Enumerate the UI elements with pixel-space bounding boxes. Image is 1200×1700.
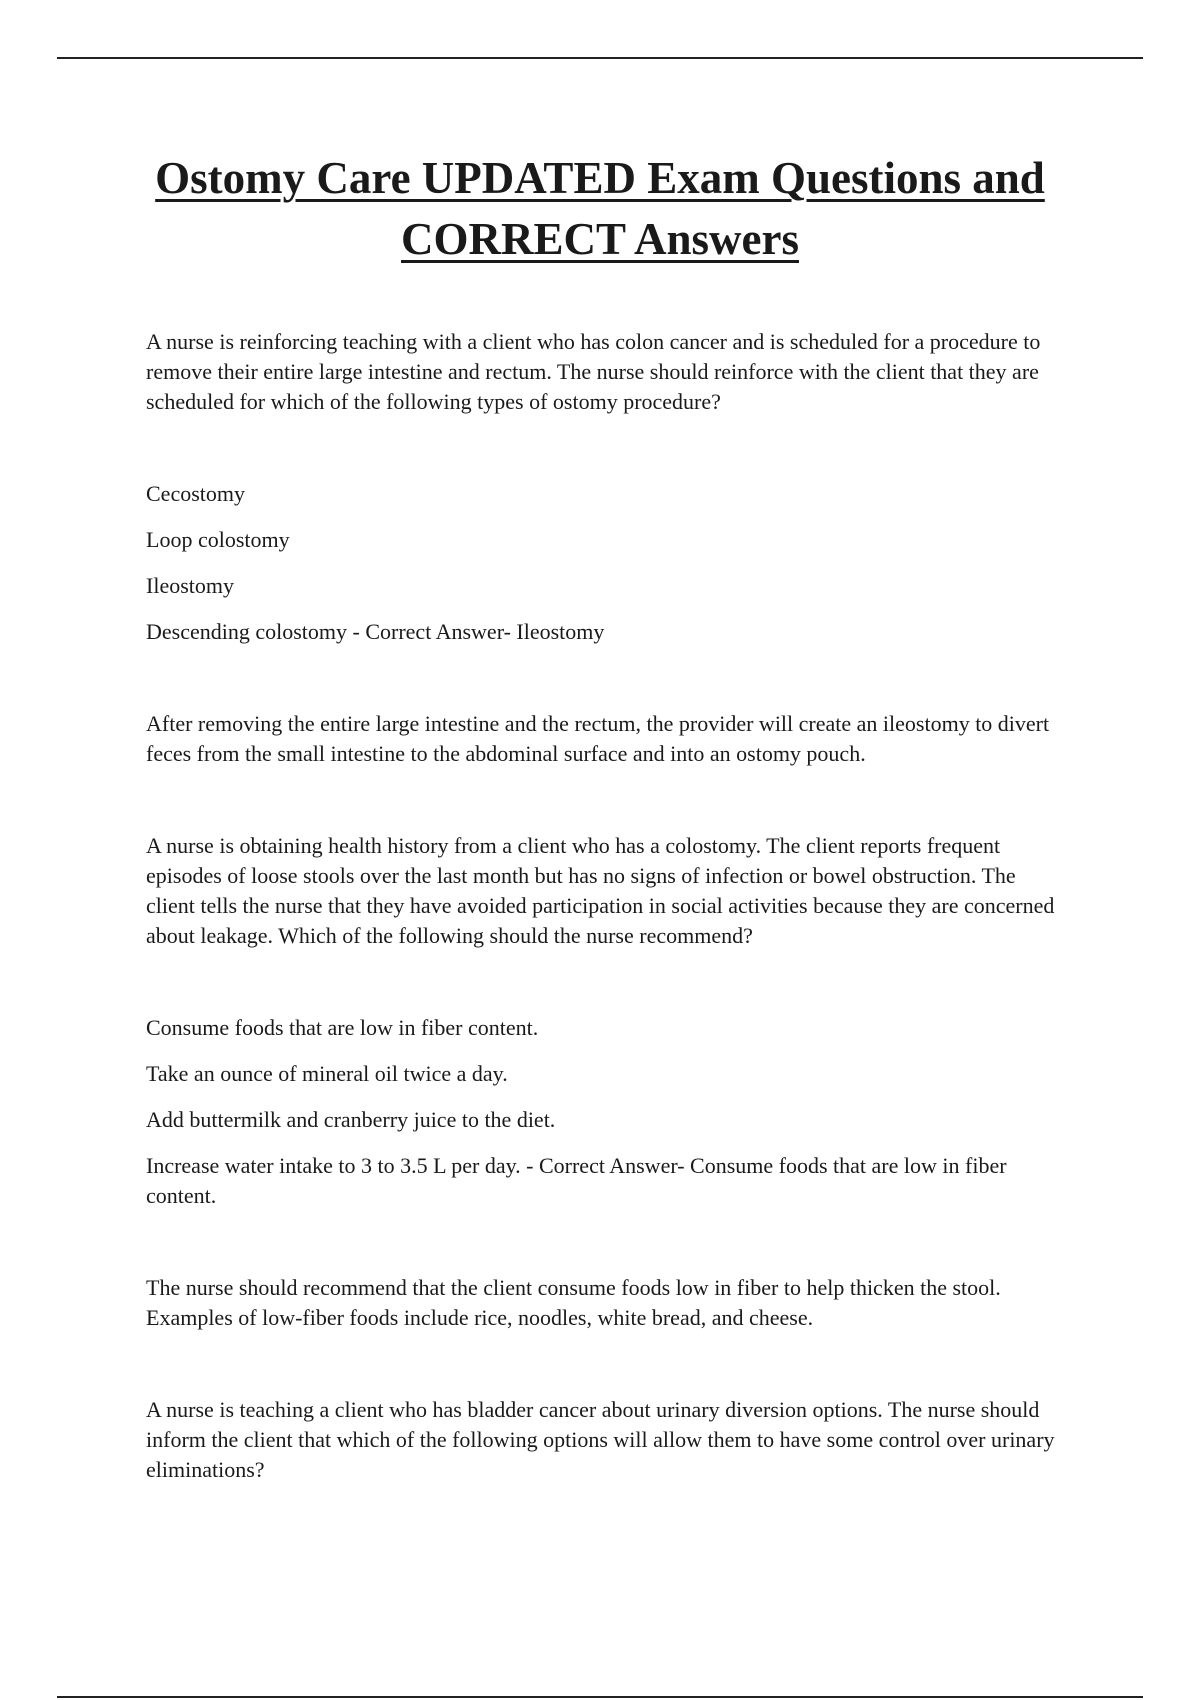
question-3-stem: A nurse is teaching a client who has bladder cancer about urinary diversion options. The nurse should inform the client that which of the following options will allow them to have some control over urinary eliminations? bbox=[146, 1397, 1055, 1482]
question-2-rationale: The nurse should recommend that the client consume foods low in fiber to help thicken the stool. Examples of low-fiber foods include rice, noodles, white bread, and cheese. bbox=[146, 1275, 1001, 1330]
question-1-option-4-with-answer: Descending colostomy - Correct Answer- Ileostomy bbox=[146, 619, 605, 644]
question-2-option-3: Add buttermilk and cranberry juice to the diet. bbox=[146, 1107, 556, 1132]
document-body bbox=[146, 327, 1066, 1547]
document-title: Ostomy Care UPDATED Exam Questions and CORRECT Answers bbox=[155, 153, 1045, 264]
question-1-option-3: Ileostomy bbox=[146, 573, 234, 598]
question-2-option-2: Take an ounce of mineral oil twice a day. bbox=[146, 1061, 508, 1086]
question-2-option-1: Consume foods that are low in fiber content. bbox=[146, 1015, 539, 1040]
question-2-option-4-with-answer: Increase water intake to 3 to 3.5 L per day. - Correct Answer- Consume foods that are low in fiber content. bbox=[146, 1153, 1007, 1208]
top-divider bbox=[57, 57, 1143, 59]
question-1-option-1: Cecostomy bbox=[146, 481, 245, 506]
question-2-stem: A nurse is obtaining health history from a client who has a colostomy. The client reports frequent episodes of loose stools over the last month but has no signs of infection or bowel obstruction. The client tells the nurse that they have avoided participation in social activities because they are concerned about leakage. Which of the following should the nurse recommend? bbox=[146, 833, 1055, 948]
bottom-divider bbox=[57, 1696, 1143, 1698]
question-1-option-2: Loop colostomy bbox=[146, 527, 290, 552]
question-1-stem: A nurse is reinforcing teaching with a client who has colon cancer and is scheduled for a procedure to remove their entire large intestine and rectum. The nurse should reinforce with the client that they are scheduled for which of the following types of ostomy procedure? bbox=[146, 329, 1041, 414]
question-1-rationale: After removing the entire large intestine and the rectum, the provider will create an ileostomy to divert feces from the small intestine to the abdominal surface and into an ostomy pouch. bbox=[146, 711, 1050, 766]
